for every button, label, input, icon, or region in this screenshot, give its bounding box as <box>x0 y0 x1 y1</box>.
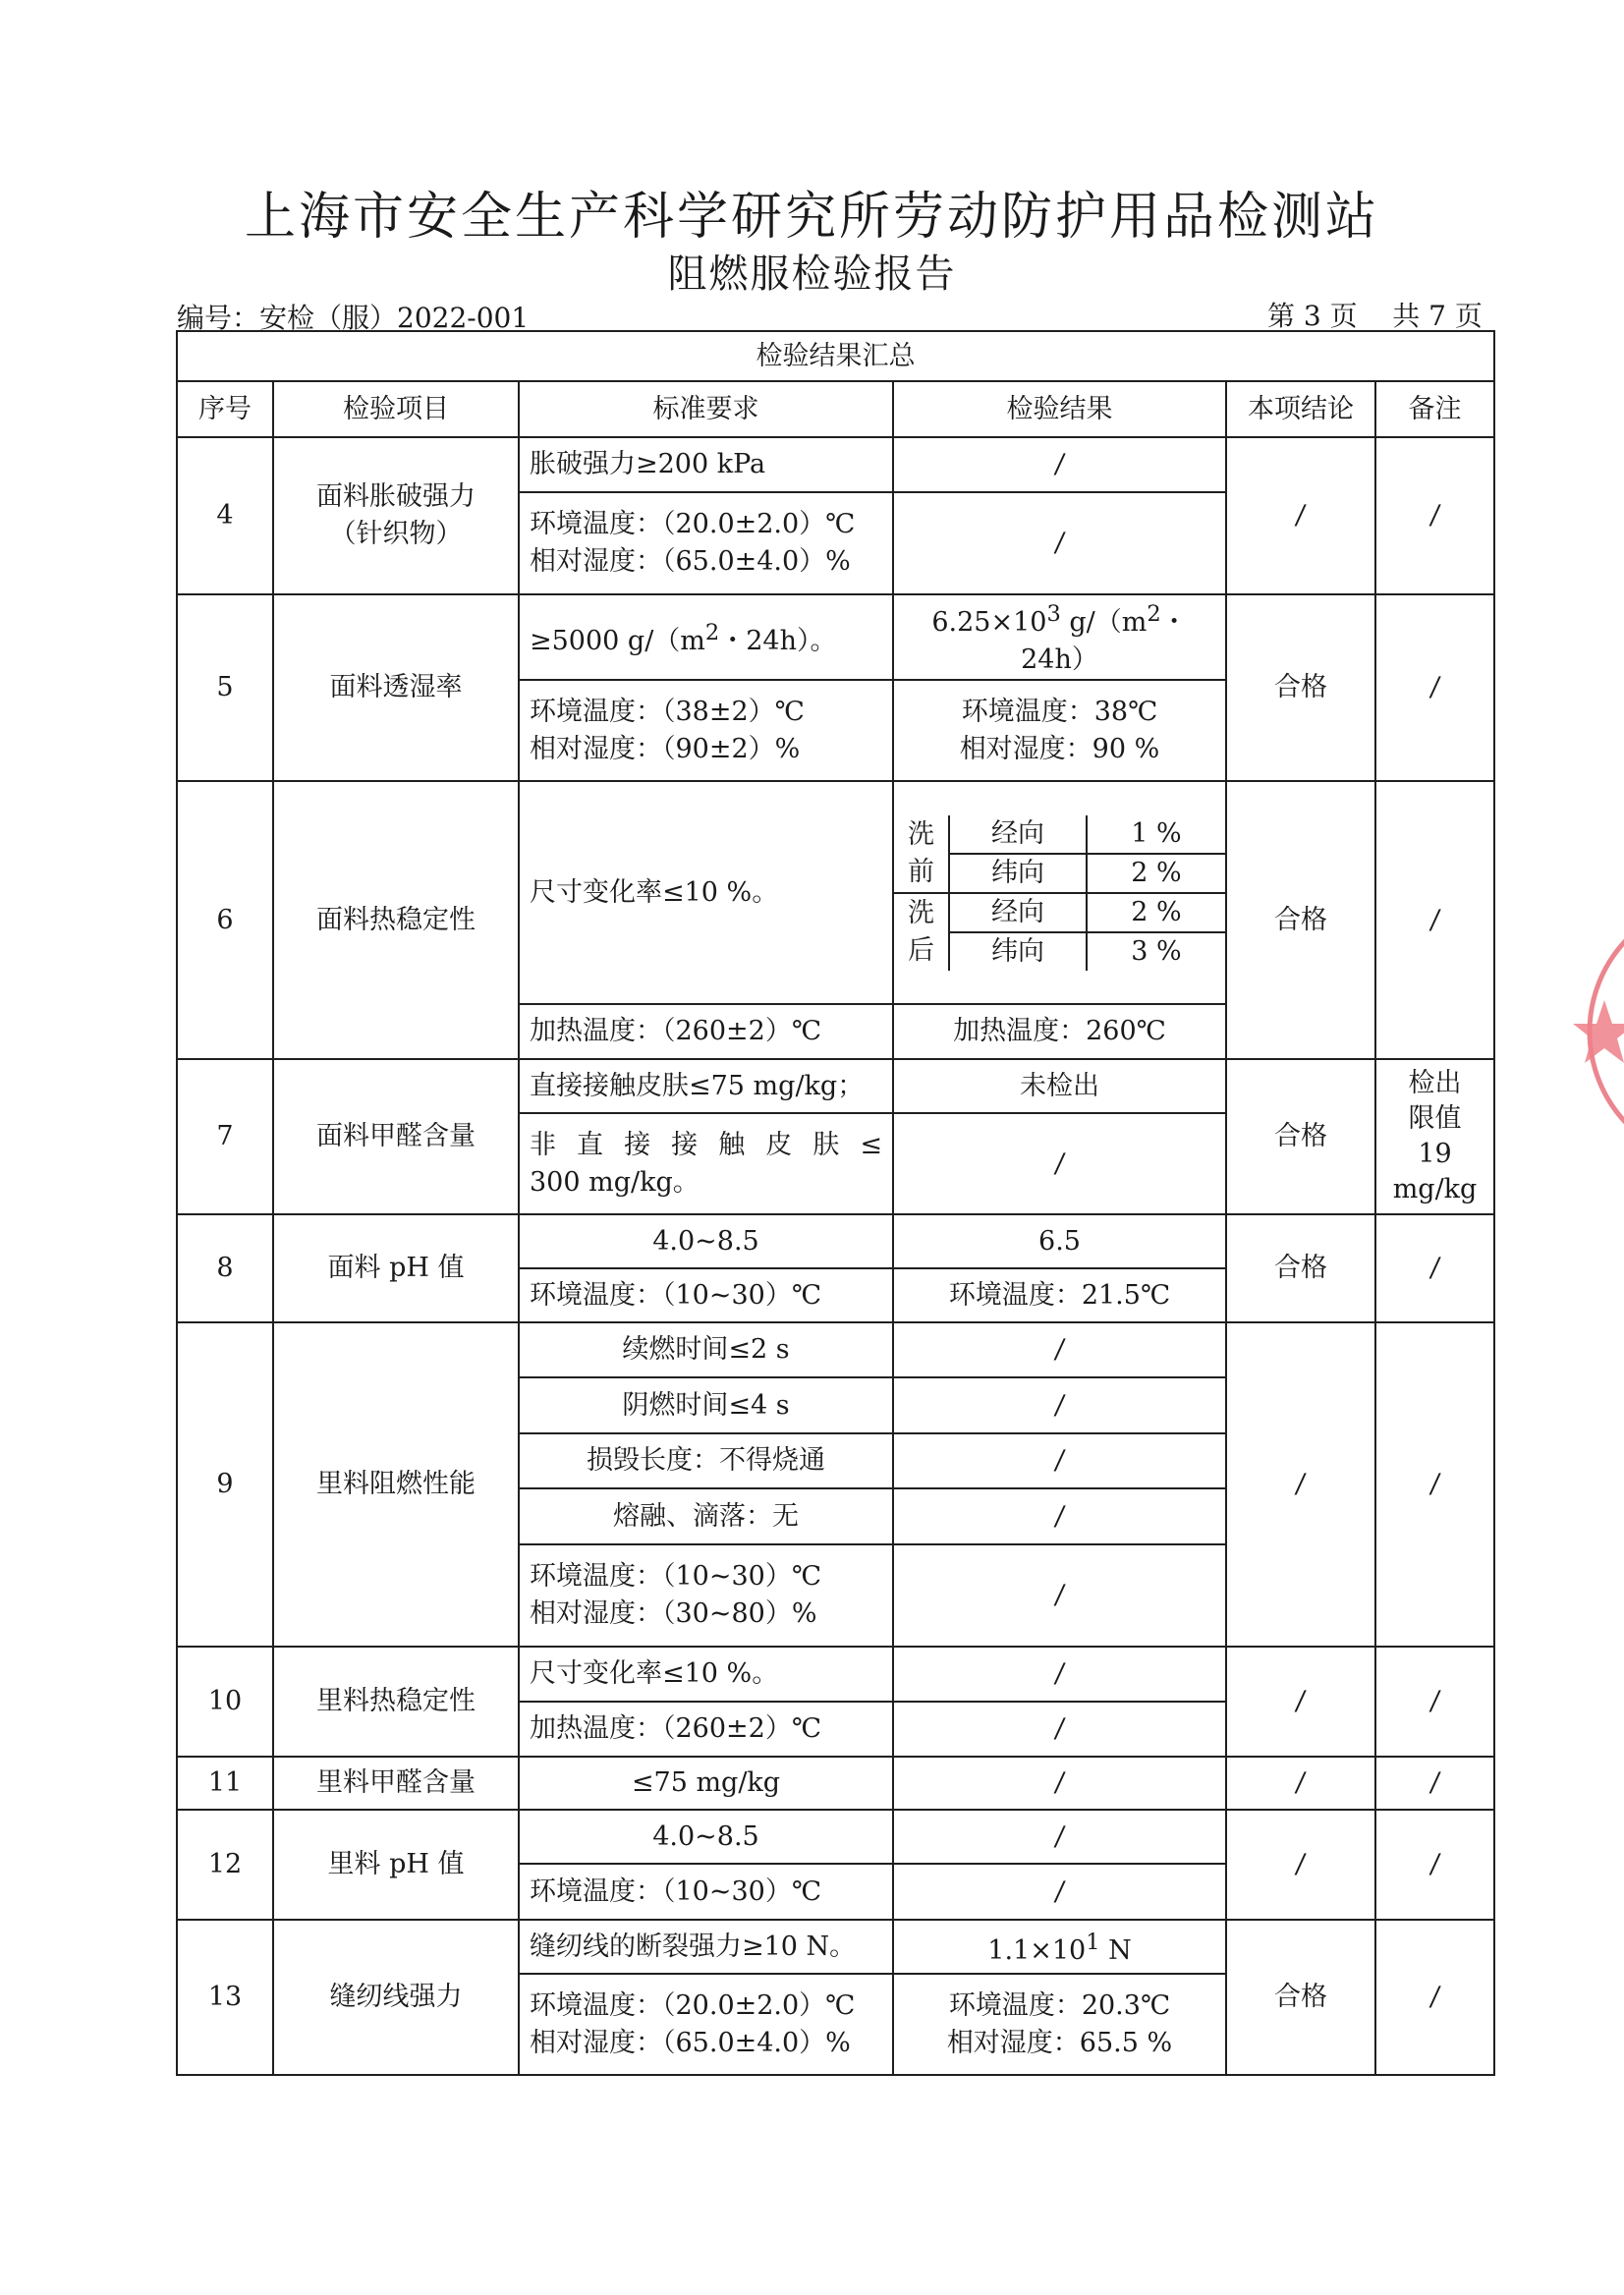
result-cell <box>893 1113 1226 1214</box>
note-cell <box>1375 1757 1494 1810</box>
item-name: 里料阻燃性能 <box>273 1322 519 1647</box>
header-requirement: 标准要求 <box>519 381 893 437</box>
result-cell: 6.5 <box>893 1214 1226 1268</box>
item-number: 13 <box>177 1920 273 2075</box>
shrinkage-value: 2 % <box>1087 893 1225 932</box>
note-cell <box>1375 781 1494 1059</box>
requirement-cell: 环境温度：（10~30）℃ <box>519 1864 893 1920</box>
shrinkage-value: 2 % <box>1087 854 1225 893</box>
requirement-line: 非直接接触皮肤≤ <box>530 1129 882 1160</box>
note-value: / <box>1428 1849 1442 1879</box>
requirement-cell: 4.0~8.5 <box>519 1214 893 1268</box>
result-value: / <box>1052 1148 1067 1179</box>
requirement-cell: 尺寸变化率≤10 %。 <box>519 1647 893 1702</box>
seal-stamp-icon <box>1565 884 1624 1179</box>
conclusion-value: / <box>1294 1686 1308 1716</box>
table-row <box>177 1757 1494 1810</box>
note-value: / <box>1428 1982 1442 2012</box>
item-name: 面料透湿率 <box>273 594 519 781</box>
requirement-cell: 缝纫线的断裂强力≥10 N。 <box>519 1920 893 1974</box>
item-number: 11 <box>177 1757 273 1810</box>
note-value: / <box>1428 672 1442 702</box>
item-number: 8 <box>177 1214 273 1322</box>
result-text: 6.25×10 <box>931 607 1047 638</box>
table-caption: 检验结果汇总 <box>177 331 1494 381</box>
result-value: / <box>1052 1445 1067 1476</box>
superscript: 3 <box>1046 601 1061 627</box>
result-value: / <box>1052 449 1067 479</box>
result-text: g/（m <box>1060 607 1148 638</box>
result-value: / <box>1052 1500 1067 1532</box>
item-number: 10 <box>177 1647 273 1757</box>
conclusion-cell <box>1226 1647 1375 1757</box>
requirement-line: 环境温度：（20.0±2.0）℃ <box>530 509 856 539</box>
requirement-line: 相对湿度：（30~80）% <box>530 1598 817 1629</box>
requirement-cell <box>519 680 893 781</box>
item-number: 7 <box>177 1059 273 1214</box>
requirement-cell: 环境温度：（10~30）℃ <box>519 1268 893 1322</box>
note-line: mg/kg <box>1392 1174 1478 1204</box>
conclusion-cell <box>1226 1322 1375 1647</box>
result-value: / <box>1052 1875 1067 1907</box>
requirement-cell <box>519 1974 893 2075</box>
result-value: / <box>1052 1580 1067 1610</box>
requirement-line: 300 mg/kg。 <box>530 1166 700 1198</box>
note-cell <box>1375 437 1494 594</box>
item-name: 面料甲醛含量 <box>273 1059 519 1214</box>
header-result: 检验结果 <box>893 381 1226 437</box>
result-cell <box>893 1702 1226 1757</box>
result-line: 相对湿度：65.5 % <box>946 2027 1173 2058</box>
note-line: 检出 <box>1408 1068 1462 1098</box>
result-cell <box>893 437 1226 492</box>
conclusion-value: / <box>1294 1469 1308 1499</box>
table-row <box>177 1214 1494 1268</box>
item-name-line: （针织物） <box>329 519 463 549</box>
result-text: 1.1×10 <box>987 1935 1087 1966</box>
wash-after-label <box>894 893 949 971</box>
result-cell <box>893 1488 1226 1544</box>
item-name: 面料 pH 值 <box>273 1214 519 1322</box>
item-name-line: 面料胀破强力 <box>316 481 476 512</box>
item-name: 里料 pH 值 <box>273 1810 519 1920</box>
result-value: / <box>1052 1334 1067 1365</box>
note-cell <box>1375 1810 1494 1920</box>
conclusion-cell: 合格 <box>1226 781 1375 1059</box>
requirement-line: 相对湿度：（65.0±4.0）% <box>530 2027 851 2058</box>
item-number: 9 <box>177 1322 273 1647</box>
note-value: / <box>1428 1686 1442 1716</box>
result-line: 环境温度：38℃ <box>961 696 1158 727</box>
note-value: / <box>1428 1469 1442 1499</box>
result-value: / <box>1052 1713 1067 1744</box>
result-cell <box>893 781 1226 1004</box>
result-value: / <box>1052 528 1067 558</box>
requirement-cell: ≤75 mg/kg <box>519 1757 893 1810</box>
superscript: 1 <box>1086 1930 1100 1955</box>
label-char: 洗 <box>908 897 934 928</box>
result-value: / <box>1052 1820 1067 1852</box>
requirement-line: 相对湿度：（65.0±4.0）% <box>530 546 851 577</box>
direction-label: 纬向 <box>949 854 1087 893</box>
result-line: 环境温度：20.3℃ <box>948 1989 1171 2021</box>
requirement-cell <box>519 492 893 594</box>
conclusion-cell: 合格 <box>1226 1214 1375 1322</box>
report-title: 阻燃服检验报告 <box>667 252 957 297</box>
requirement-cell: 续燃时间≤2 s <box>519 1322 893 1377</box>
conclusion-cell <box>1226 437 1375 594</box>
note-cell <box>1375 1322 1494 1647</box>
result-cell <box>893 594 1226 680</box>
page-indicator: 第 3 页 共 7 页 <box>1267 300 1483 332</box>
requirement-cell: 阴燃时间≤4 s <box>519 1377 893 1433</box>
superscript: 2 <box>704 620 720 645</box>
header-note: 备注 <box>1375 381 1494 437</box>
requirement-cell: 4.0~8.5 <box>519 1810 893 1864</box>
direction-label: 经向 <box>949 893 1087 932</box>
result-cell: 环境温度：21.5℃ <box>893 1268 1226 1322</box>
direction-label: 纬向 <box>949 932 1087 971</box>
item-number: 12 <box>177 1810 273 1920</box>
item-name: 里料甲醛含量 <box>273 1757 519 1810</box>
table-row <box>177 1920 1494 1974</box>
shrinkage-value: 1 % <box>1087 815 1225 854</box>
note-cell <box>1375 1059 1494 1214</box>
requirement-cell: 直接接触皮肤≤75 mg/kg； <box>519 1059 893 1113</box>
requirement-line: 环境温度：（38±2）℃ <box>530 696 805 727</box>
requirement-cell: 尺寸变化率≤10 %。 <box>519 781 893 1004</box>
item-name: 面料热稳定性 <box>273 781 519 1059</box>
requirement-line: 相对湿度：（90±2）% <box>530 733 801 764</box>
item-number: 6 <box>177 781 273 1059</box>
requirement-cell <box>519 1113 893 1214</box>
note-cell <box>1375 1647 1494 1757</box>
requirement-cell: 熔融、滴落：无 <box>519 1488 893 1544</box>
superscript: 2 <box>1147 601 1161 627</box>
item-number: 4 <box>177 437 273 594</box>
result-line: 相对湿度：90 % <box>959 733 1160 764</box>
item-name <box>273 437 519 594</box>
shrinkage-value: 3 % <box>1087 932 1225 971</box>
conclusion-cell: 合格 <box>1226 594 1375 781</box>
result-text: N <box>1099 1935 1132 1966</box>
result-value: / <box>1052 1767 1067 1798</box>
requirement-line: 环境温度：（10~30）℃ <box>530 1561 822 1592</box>
conclusion-value: / <box>1294 1849 1308 1879</box>
table-row <box>177 1647 1494 1702</box>
note-cell <box>1375 1214 1494 1322</box>
header-item: 检验项目 <box>273 381 519 437</box>
report-number: 编号：安检（服）2022-001 <box>177 302 530 334</box>
label-char: 后 <box>908 934 934 966</box>
note-value: / <box>1428 904 1442 935</box>
conclusion-cell <box>1226 1810 1375 1920</box>
result-value: / <box>1052 1658 1067 1689</box>
table-row <box>177 1322 1494 1377</box>
result-cell <box>893 1544 1226 1647</box>
result-cell <box>893 1864 1226 1920</box>
result-cell <box>893 1433 1226 1488</box>
item-number: 5 <box>177 594 273 781</box>
table-row <box>177 781 1494 1004</box>
conclusion-cell <box>1226 1757 1375 1810</box>
wash-before-label <box>894 815 949 893</box>
note-value: / <box>1428 1767 1442 1798</box>
table-header-row <box>177 381 1494 437</box>
requirement-cell: 损毁长度：不得烧通 <box>519 1433 893 1488</box>
requirement-cell: 加热温度：（260±2）℃ <box>519 1702 893 1757</box>
result-cell <box>893 492 1226 594</box>
note-cell <box>1375 594 1494 781</box>
note-line: 限值 <box>1408 1103 1462 1134</box>
requirement-text: ≥5000 g/（m <box>530 626 705 656</box>
result-text: ・24h） <box>1021 607 1188 675</box>
note-value: / <box>1428 1253 1442 1283</box>
requirement-cell: 胀破强力≥200 kPa <box>519 437 893 492</box>
result-cell <box>893 1322 1226 1377</box>
table-row <box>177 594 1494 680</box>
requirement-cell <box>519 1544 893 1647</box>
result-cell <box>893 1757 1226 1810</box>
result-cell: 未检出 <box>893 1059 1226 1113</box>
conclusion-value: / <box>1294 1767 1308 1798</box>
label-char: 洗 <box>908 818 934 850</box>
table-row <box>177 1810 1494 1864</box>
result-cell <box>893 1810 1226 1864</box>
table-row <box>177 1059 1494 1113</box>
table-row <box>177 437 1494 492</box>
result-cell <box>893 1920 1226 1974</box>
conclusion-value: / <box>1294 500 1308 531</box>
institute-title: 上海市安全生产科学研究所劳动防护用品检测站 <box>244 188 1379 247</box>
item-name: 里料热稳定性 <box>273 1647 519 1757</box>
note-cell <box>1375 1920 1494 2075</box>
label-char: 前 <box>908 856 934 887</box>
result-cell <box>893 1377 1226 1433</box>
item-name: 缝纫线强力 <box>273 1920 519 2075</box>
result-cell <box>893 1974 1226 2075</box>
conclusion-cell: 合格 <box>1226 1920 1375 2075</box>
conclusion-cell: 合格 <box>1226 1059 1375 1214</box>
requirement-cell: 加热温度：（260±2）℃ <box>519 1004 893 1059</box>
note-line: 19 <box>1418 1139 1452 1169</box>
result-cell: 加热温度：260℃ <box>893 1004 1226 1059</box>
result-cell <box>893 1647 1226 1702</box>
requirement-line: 环境温度：（20.0±2.0）℃ <box>530 1989 856 2021</box>
requirement-cell <box>519 594 893 680</box>
table-caption-row <box>177 331 1494 381</box>
direction-label: 经向 <box>949 815 1087 854</box>
result-value: / <box>1052 1389 1067 1421</box>
header-no: 序号 <box>177 381 273 437</box>
requirement-text: ・24h）。 <box>719 626 837 656</box>
results-table <box>176 330 1495 2076</box>
header-conclusion: 本项结论 <box>1226 381 1375 437</box>
note-value: / <box>1428 500 1442 531</box>
result-cell <box>893 680 1226 781</box>
shrinkage-subtable <box>894 815 1225 971</box>
